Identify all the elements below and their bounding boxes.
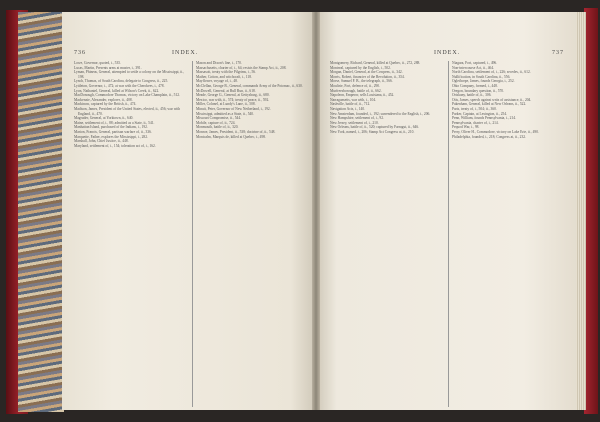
index-entry: Ohio Company, formed, i., 448. <box>452 83 498 88</box>
left-running-head: INDEX. <box>172 50 199 56</box>
index-entry: McClellan, George B., General, commands Army of the Potomac, ii., 630. <box>196 83 303 88</box>
index-entry: Paris, treaty of, i., 504; ii., 360. <box>452 106 497 111</box>
index-entry: Murfreesborough, battle of, ii., 662. <box>330 88 382 93</box>
left-index-columns <box>74 61 308 407</box>
index-entry: Morris, Robert, financier of the Revolution, ii., 354. <box>330 74 405 79</box>
index-entry: Oriskany, battle of, ii., 306. <box>452 93 492 98</box>
index-entry: Marion, Francis, General, partisan warfare of, ii., 336. <box>74 129 152 134</box>
index-column <box>448 61 564 407</box>
index-entry: Mackenzie, Alexander, explorer, ii., 408. <box>74 97 133 102</box>
index-entry: Maryland, settlement of, i., 154; toleration act of, i., 162. <box>74 143 156 148</box>
index-entry: Mayflower, voyage of, i., 48. <box>196 79 238 84</box>
left-page <box>62 12 316 410</box>
index-entry: Pakenham, General, killed at New Orleans, ii., 522. <box>452 102 527 107</box>
index-entry: Mather, Cotton, and witchcraft, i., 118. <box>196 74 252 79</box>
index-entry: New Jersey, settlement of, i., 210. <box>330 120 379 125</box>
index-entry: Nashville, battle of, ii., 712. <box>330 102 371 107</box>
index-entry: Manhattan Island, purchased of the Indians, i., 192. <box>74 125 148 130</box>
index-entry: Mobile, capture of, ii., 724. <box>196 120 236 125</box>
index-entry: Missouri Compromise, ii., 544. <box>196 116 242 121</box>
index-entry: Morse, Samuel F. B., the telegraph, ii., 566. <box>330 79 393 84</box>
index-entry: Pequod War, i., 98. <box>452 125 480 130</box>
index-entry: Meade, George G., General, at Gettysburg, ii., 680. <box>196 93 270 98</box>
index-entry: Mexico, war with, ii., 574; treaty of peace, ii., 592. <box>196 97 270 102</box>
index-entry: Nullification, in South Carolina, ii., 556. <box>452 74 511 79</box>
index-entry: North Carolina, settlement of, i., 226; secedes, ii., 612. <box>452 70 531 75</box>
index-entry: Morgan, Daniel, General, at the Cowpens, ii., 342. <box>330 70 403 75</box>
index-entry: Mason and Dixon's line, i., 170. <box>196 61 242 65</box>
right-page-number: 737 <box>552 50 564 56</box>
marbled-page-edge <box>18 12 64 412</box>
index-entry: Narragansetts, war with, i., 104. <box>330 97 377 102</box>
index-entry: Monmouth, battle of, ii., 320. <box>196 125 239 130</box>
index-entry: Magruder, General, at Yorktown, ii., 640. <box>74 116 134 121</box>
index-entry: Lynch, Thomas, of South Carolina, delegate to Congress, ii., 225. <box>74 79 169 84</box>
index-column <box>192 61 308 407</box>
index-entry: MacDonough, Commodore Thomas, victory on Lake Champlain, ii., 512. <box>74 93 180 98</box>
index-entry: Massasoit, treaty with the Pilgrims, i., 56. <box>196 70 256 75</box>
index-entry: McDowell, General, at Bull Run, ii., 618. <box>196 88 256 93</box>
index-entry: Montcalm, Marquis de, killed at Quebec, i., 498. <box>196 134 266 139</box>
right-page <box>316 12 576 410</box>
index-entry: New Amsterdam, founded, i., 192; surrendered to the English, i., 206. <box>330 111 431 116</box>
index-entry: Parker, Captain, at Lexington, ii., 254. <box>452 111 508 116</box>
index-entry: Napoleon, Emperor, sells Louisiana, ii., 452. <box>330 93 395 98</box>
index-entry: Lucas, Martin, Presents arms at muster, i., 391. <box>74 65 142 70</box>
index-entry: Maine, settlement of, i., 88; admitted as a State, ii., 541. <box>74 120 155 125</box>
index-entry: Mississippi, admitted as a State, ii., 540. <box>196 111 254 116</box>
index-entry: Lyman, Phineas, General, attempted to settle a colony on the Mississippi, ii., 198. <box>74 70 185 79</box>
index-entry: Marshall, John, Chief Justice, ii., 448. <box>74 139 129 144</box>
index-entry: Miller, Colonel, at Lundy's Lane, ii., 508. <box>196 102 256 107</box>
index-entry: Massachusetts, charter of, i., 64; resists the Stamp Act, ii., 208. <box>196 65 287 70</box>
index-entry: Montreal, captured by the English, i., 502. <box>330 65 391 70</box>
index-entry: Lowe, Governor, quoted, i., 535. <box>74 61 121 65</box>
book-cover-right <box>584 8 598 414</box>
index-entry: Mackinaw, captured by the British, ii., 474. <box>74 102 137 107</box>
index-entry: Philadelphia, founded, i., 218; Congress at, ii., 232. <box>452 134 526 139</box>
index-entry: Moultrie, Fort, defence of, ii., 290. <box>330 83 381 88</box>
index-entry: Otis, James, speech against writs of assistance, ii., 204. <box>452 97 532 102</box>
book-gutter <box>312 12 320 410</box>
index-entry: Minuit, Peter, Governor of New Netherland, i., 192. <box>196 106 271 111</box>
index-column <box>330 61 442 407</box>
left-page-number: 736 <box>74 50 86 56</box>
index-entry: Penn, William, founds Pennsylvania, i., 214. <box>452 116 516 121</box>
index-entry: Marquette, Father, explores the Mississippi, i., 282. <box>74 134 148 139</box>
index-entry: Oglethorpe, James, founds Georgia, i., 252. <box>452 79 515 84</box>
index-entry: Niagara, Fort, captured, i., 496. <box>452 61 498 65</box>
index-entry: Monroe, James, President, ii., 538; doctrine of, ii., 548. <box>196 129 276 134</box>
right-running-head: INDEX. <box>434 50 461 56</box>
index-entry: New Orleans, battle of, ii., 520; captured by Farragut, ii., 646. <box>330 125 420 130</box>
index-entry: New Hampshire, settlement of, i., 92. <box>330 116 384 121</box>
index-entry: Lyon, Nathaniel, General, killed at Wilson's Creek, ii., 622. <box>74 88 160 93</box>
index-entry: New York, named, i., 206; Stamp Act Congress at, ii., 210. <box>330 129 415 134</box>
index-entry: Non-intercourse Act, ii., 464. <box>452 65 495 70</box>
index-entry: Perry, Oliver H., Commodore, victory on Lake Erie, ii., 490. <box>452 129 539 134</box>
right-index-columns <box>330 61 564 407</box>
index-column <box>74 61 186 407</box>
index-entry: Oregon, boundary question, ii., 570. <box>452 88 505 93</box>
index-entry: Lyttleton, Governor, i., 472; at war with the Cherokees, i., 478. <box>74 83 165 88</box>
index-entry: Pennsylvania, charter of, i., 214. <box>452 120 499 125</box>
index-entry: Navigation Acts, i., 140. <box>330 106 366 111</box>
index-entry: Montgomery, Richard, General, killed at Quebec, ii., 272, 288. <box>330 61 421 65</box>
index-entry: Madison, James, President of the United States, elected, ii., 456; war with England, ii., 470. <box>74 106 181 116</box>
